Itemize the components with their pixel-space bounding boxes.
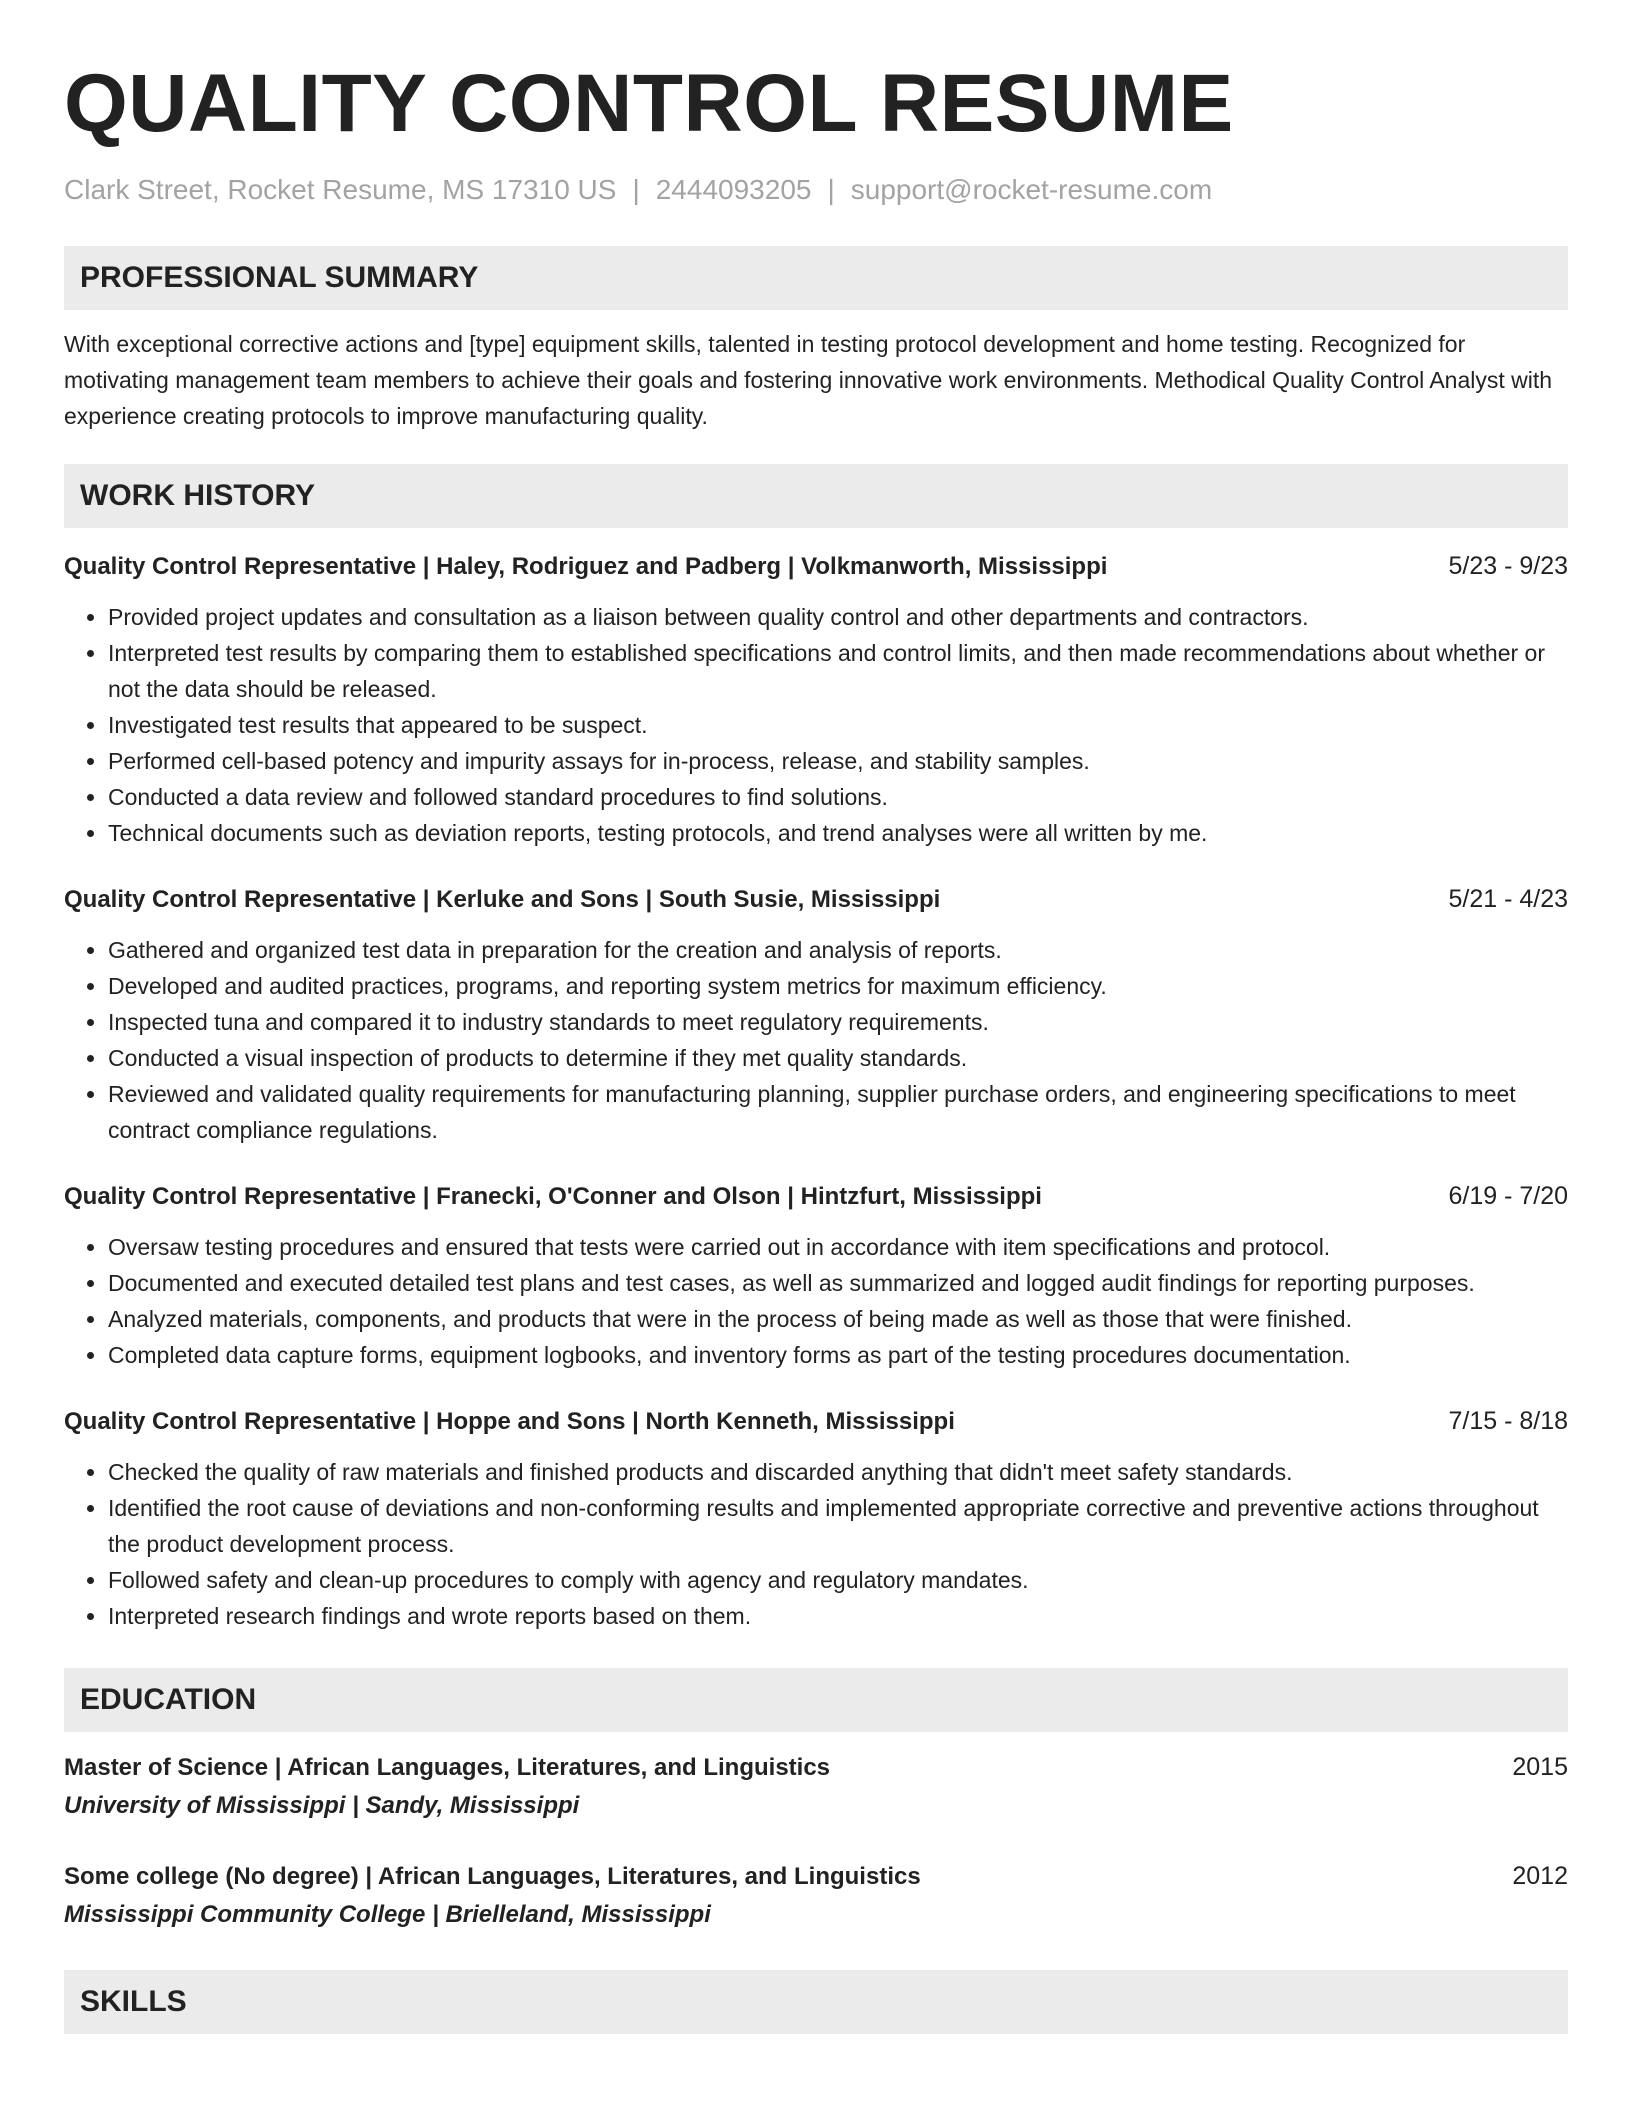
job-bullet: • Conducted a visual inspection of products to determine if they met quality standards. — [108, 1040, 1568, 1076]
job-heading: Quality Control Representative | Hoppe and Sons | North Kenneth, Mississippi — [64, 1408, 955, 1435]
job-bullet: • Investigated test results that appeared to be suspect. — [108, 707, 1568, 743]
job-bullet: • Interpreted research findings and wrote reports based on them. — [108, 1598, 1568, 1634]
education-degree: Master of Science | African Languages, Literatures, and Linguistics — [64, 1754, 831, 1781]
education-school: Mississippi Community College | Brielleland, Mississippi — [64, 1901, 711, 1928]
job-bullets — [64, 599, 1568, 851]
job-bullet: • Oversaw testing procedures and ensured that tests were carried out in accordance with item specifications and protocol. — [108, 1229, 1568, 1265]
job-heading: Quality Control Representative | Kerluke and Sons | South Susie, Mississippi — [64, 886, 941, 913]
job-heading-row — [64, 548, 1568, 585]
job-bullet: • Completed data capture forms, equipment logbooks, and inventory forms as part of the testing procedures documentation. — [108, 1337, 1568, 1373]
education-year: 2015 — [1512, 1753, 1568, 1781]
contact-separator: | — [827, 174, 835, 205]
section-title: WORK HISTORY — [80, 479, 316, 512]
section-header-skills — [64, 1970, 1568, 2034]
section-header-summary — [64, 246, 1568, 310]
section-header-work-history — [64, 464, 1568, 528]
job-bullet: • Inspected tuna and compared it to industry standards to meet regulatory requirements. — [108, 1004, 1568, 1040]
job-bullet: • Analyzed materials, components, and products that were in the process of being made as well as those that were finished. — [108, 1301, 1568, 1337]
contact-line — [64, 172, 1568, 208]
job-bullet: • Gathered and organized test data in preparation for the creation and analysis of reports. — [108, 932, 1568, 968]
job-bullet: • Followed safety and clean-up procedures to comply with agency and regulatory mandates. — [108, 1562, 1568, 1598]
contact-email: support@rocket-resume.com — [850, 174, 1213, 205]
education-entry — [64, 1857, 1568, 1934]
job-bullet: • Provided project updates and consultation as a liaison between quality control and other departments and contractors. — [108, 599, 1568, 635]
job-bullet: • Documented and executed detailed test plans and test cases, as well as summarized and logged audit findings for reporting purposes. — [108, 1265, 1568, 1301]
job-dates: 5/23 - 9/23 — [1448, 552, 1568, 580]
section-header-education — [64, 1668, 1568, 1732]
job-heading: Quality Control Representative | Franecki, O'Conner and Olson | Hintzfurt, Mississippi — [64, 1183, 1042, 1210]
contact-separator: | — [632, 174, 640, 205]
job-dates: 7/15 - 8/18 — [1448, 1407, 1568, 1435]
job-heading-row — [64, 1178, 1568, 1215]
job-bullet: • Technical documents such as deviation reports, testing protocols, and trend analyses were all written by me. — [108, 815, 1568, 851]
education-degree: Some college (No degree) | African Languages, Literatures, and Linguistics — [64, 1863, 921, 1890]
job-bullet: • Identified the root cause of deviations and non-conforming results and implemented appropriate corrective and preventive actions throughout the product development process. — [108, 1490, 1568, 1562]
job-entry — [64, 1403, 1568, 1634]
job-heading-row — [64, 881, 1568, 918]
job-bullets — [64, 1229, 1568, 1373]
job-bullet: • Conducted a data review and followed standard procedures to find solutions. — [108, 779, 1568, 815]
job-bullets — [64, 932, 1568, 1148]
section-title: SKILLS — [80, 1985, 187, 2018]
job-bullet: • Interpreted test results by comparing them to established specifications and control limits, and then made recommendations about whether or not the data should be released. — [108, 635, 1568, 707]
summary-text: With exceptional corrective actions and [type] equipment skills, talented in testing protocol development and home testing. Recognized for motivating management team members to achieve their goals and fostering innovative work environments. Methodical Quality Control Analyst with experience creating protocols to improve manufacturing quality. — [64, 331, 1553, 429]
job-bullet: • Reviewed and validated quality requirements for manufacturing planning, supplier purchase orders, and engineering specifications to meet contract compliance regulations. — [108, 1076, 1568, 1148]
job-bullet: • Performed cell-based potency and impurity assays for in-process, release, and stability samples. — [108, 743, 1568, 779]
job-dates: 6/19 - 7/20 — [1448, 1182, 1568, 1210]
education-heading-row — [64, 1748, 1568, 1787]
job-entry — [64, 1178, 1568, 1373]
education-entry — [64, 1748, 1568, 1825]
section-title: PROFESSIONAL SUMMARY — [80, 261, 479, 294]
job-bullets — [64, 1454, 1568, 1634]
section-title: EDUCATION — [80, 1683, 257, 1716]
education-year: 2012 — [1512, 1862, 1568, 1890]
job-bullet: • Checked the quality of raw materials and finished products and discarded anything that didn't meet safety standards. — [108, 1454, 1568, 1490]
contact-phone: 2444093205 — [655, 174, 812, 205]
job-heading: Quality Control Representative | Haley, Rodriguez and Padberg | Volkmanworth, Mississippi — [64, 553, 1108, 580]
job-dates: 5/21 - 4/23 — [1448, 885, 1568, 913]
education-school: University of Mississippi | Sandy, Mississippi — [64, 1792, 580, 1819]
contact-address: Clark Street, Rocket Resume, MS 17310 US — [64, 174, 617, 205]
job-entry — [64, 881, 1568, 1148]
job-entry — [64, 548, 1568, 851]
job-heading-row — [64, 1403, 1568, 1440]
job-bullet: • Developed and audited practices, programs, and reporting system metrics for maximum efficiency. — [108, 968, 1568, 1004]
resume-title: QUALITY CONTROL RESUME — [64, 58, 1234, 149]
education-heading-row — [64, 1857, 1568, 1896]
